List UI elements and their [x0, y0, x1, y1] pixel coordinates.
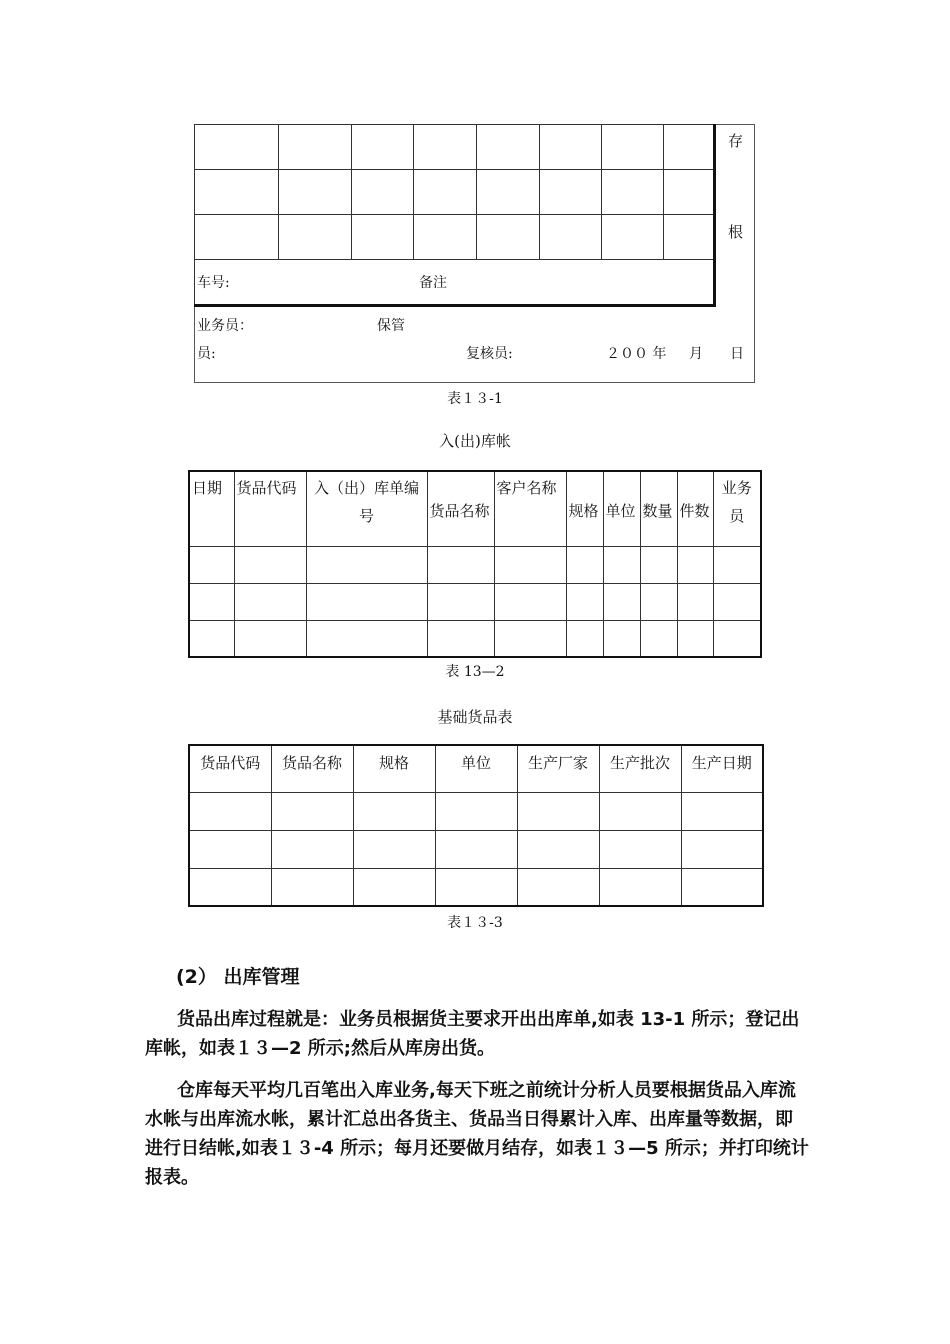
ledger-header-row	[189, 471, 761, 546]
base-header-production-date: 生产日期	[681, 745, 763, 792]
base-row	[189, 792, 763, 830]
ledger-header-goods-name: 货品名称	[427, 471, 494, 546]
ledger-row	[189, 546, 761, 583]
base-header-goods-name: 货品名称	[271, 745, 353, 792]
table-caption-13-3: 表１３-3	[447, 915, 503, 931]
table-caption-13-1: 表１３-1	[447, 391, 503, 407]
ledger-header-salesperson: 业务员	[713, 471, 761, 546]
base-row	[189, 830, 763, 868]
ledger-header-order-no: 入（出）库单编号	[306, 471, 427, 546]
checker-label: 复核员:	[466, 346, 513, 362]
ledger-header-unit: 单位	[603, 471, 640, 546]
stub-char-2: 根	[728, 223, 744, 241]
paragraph: 仓库每天平均几百笔出入库业务,每天下班之前统计分析人员要根据货品入库流水帐与出库流水帐，累计汇总出各货主、货品当日得累计入库、出库量等数据，即进行日结帐,如表１３-4 所示；每月还要做月结存，如表１３—5 所示；并打印统计报表。	[145, 1080, 809, 1188]
ledger-header-date: 日期	[189, 471, 234, 546]
keeper-label: 保管	[377, 318, 405, 334]
stub-char-1: 存	[728, 132, 744, 150]
base-header-spec: 规格	[353, 745, 435, 792]
base-header-unit: 单位	[435, 745, 517, 792]
base-header-batch: 生产批次	[599, 745, 681, 792]
table-caption-13-2: 表 13—2	[445, 664, 505, 680]
base-header-goods-code: 货品代码	[189, 745, 271, 792]
ledger-header-pieces: 件数	[677, 471, 713, 546]
ledger-header-customer: 客户名称	[494, 471, 566, 546]
date-day: 日	[730, 346, 744, 362]
remark-label: 备注	[419, 275, 447, 291]
base-row	[189, 868, 763, 906]
ledger-table	[188, 470, 762, 658]
form-row	[195, 215, 715, 260]
base-goods-title: 基础货品表	[437, 708, 513, 726]
paragraph: 货品出库过程就是：业务员根据货主要求开出出库单,如表 13-1 所示；登记出库帐，如表１３—2 所示;然后从库房出货。	[145, 1009, 800, 1059]
base-goods-table	[188, 744, 764, 907]
salesperson-label: 业务员：	[197, 318, 253, 334]
date-month: 月	[689, 346, 703, 362]
ledger-header-quantity: 数量	[640, 471, 677, 546]
ledger-header-goods-code: 货品代码	[234, 471, 306, 546]
base-header-manufacturer: 生产厂家	[517, 745, 599, 792]
ledger-header-spec: 规格	[566, 471, 603, 546]
ledger-row	[189, 583, 761, 620]
outbound-form-table	[194, 124, 716, 307]
form-row	[195, 170, 715, 215]
vehicle-label: 车号:	[197, 275, 230, 291]
form-note-row	[195, 260, 715, 306]
base-header-row	[189, 745, 763, 792]
ledger-title: 入(出)库帐	[439, 432, 511, 450]
date-year: ２００ 年	[606, 346, 667, 362]
form-row	[195, 125, 715, 170]
section-heading: (2） 出库管理	[176, 966, 300, 988]
keeper-label-cont: 员:	[197, 346, 216, 362]
ledger-row	[189, 620, 761, 657]
